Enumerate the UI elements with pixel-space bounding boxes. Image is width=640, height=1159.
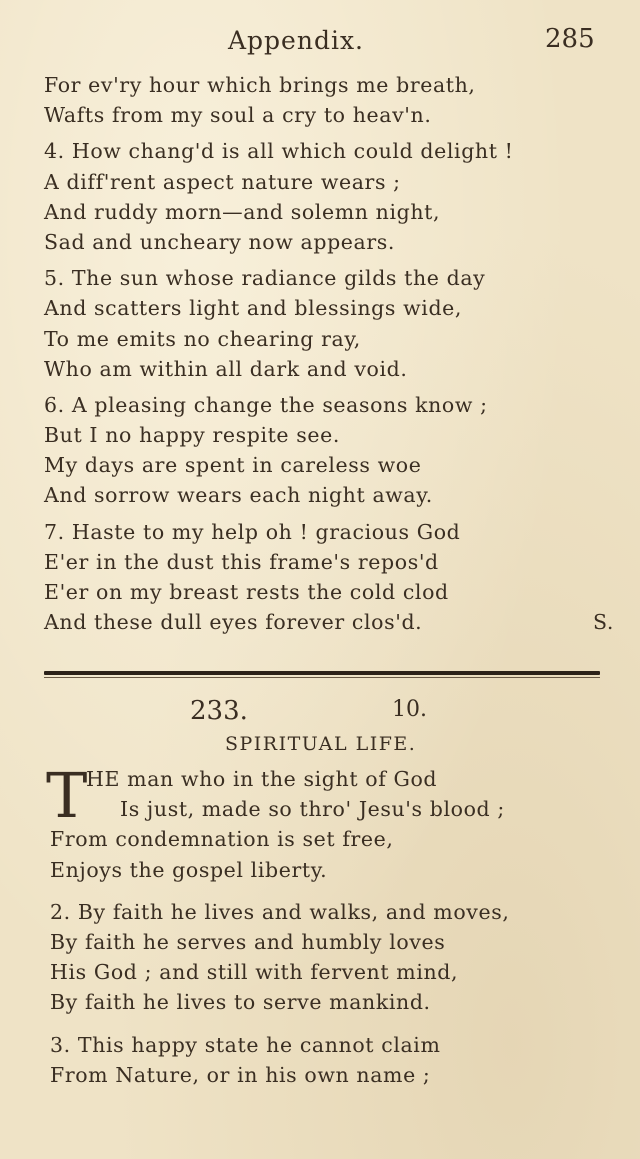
page-header bbox=[0, 22, 640, 62]
verse-line: HE man who in the sight of God bbox=[86, 767, 438, 791]
page-number: 285 bbox=[545, 24, 595, 54]
verse-line: E'er on my breast rests the cold clod bbox=[44, 580, 449, 604]
verse-line: But I no happy respite see. bbox=[44, 423, 340, 448]
verse-line: To me emits no chearing ray, bbox=[44, 326, 361, 351]
section-divider-thin bbox=[44, 677, 600, 678]
verse-line: 4. How chang'd is all which could delight ! bbox=[44, 139, 514, 164]
verse-line: And sorrow wears each night away. bbox=[44, 483, 433, 508]
verse-line: A diff'rent aspect nature wears ; bbox=[44, 169, 401, 194]
author-signature: S. bbox=[592, 610, 614, 635]
verse-block-upper bbox=[44, 70, 614, 637]
verse-line: From Nature, or in his own name ; bbox=[50, 1062, 431, 1087]
hymn-meter: 10. bbox=[392, 697, 427, 722]
verse-line: Enjoys the gospel liberty. bbox=[50, 857, 328, 882]
verse-line: Sad and uncheary now appears. bbox=[44, 229, 395, 254]
verse-line: And ruddy morn—and solemn night, bbox=[44, 199, 441, 224]
hymn-title: SPIRITUAL LIFE. bbox=[225, 733, 417, 755]
running-head: Appendix. bbox=[228, 26, 365, 55]
verse-line: 5. The sun whose radiance gilds the day bbox=[44, 266, 486, 291]
verse-line: From condemnation is set free, bbox=[50, 827, 394, 852]
hymn-number: 233. bbox=[190, 696, 248, 726]
verse-line: 6. A pleasing change the seasons know ; bbox=[44, 392, 488, 417]
verse-line: His God ; and still with fervent mind, bbox=[50, 960, 459, 985]
verse-line: Who am within all dark and void. bbox=[44, 356, 408, 381]
verse-line: My days are spent in careless woe bbox=[44, 453, 422, 478]
verse-line: 7. Haste to my help oh ! gracious God bbox=[44, 519, 461, 544]
verse-line bbox=[44, 607, 614, 637]
verse-line-text: And these dull eyes forever clos'd. bbox=[44, 610, 423, 635]
verse-line: By faith he serves and humbly loves bbox=[50, 929, 446, 954]
verse-line: Wafts from my soul a cry to heav'n. bbox=[44, 103, 432, 128]
verse-line: Is just, made so thro' Jesu's blood ; bbox=[120, 797, 505, 822]
verse-line: By faith he lives to serve mankind. bbox=[50, 990, 431, 1015]
verse-line: 2. By faith he lives and walks, and moves, bbox=[50, 899, 510, 924]
verse-line: And scatters light and blessings wide, bbox=[44, 296, 463, 321]
verse-line: For ev'ry hour which brings me breath, bbox=[44, 73, 476, 97]
verse-block-lower bbox=[50, 764, 610, 1090]
verse-line: E'er in the dust this frame's repos'd bbox=[44, 549, 439, 574]
section-divider bbox=[44, 671, 600, 675]
drop-cap: T bbox=[46, 759, 88, 832]
verse-line: 3. This happy state he cannot claim bbox=[50, 1032, 441, 1057]
